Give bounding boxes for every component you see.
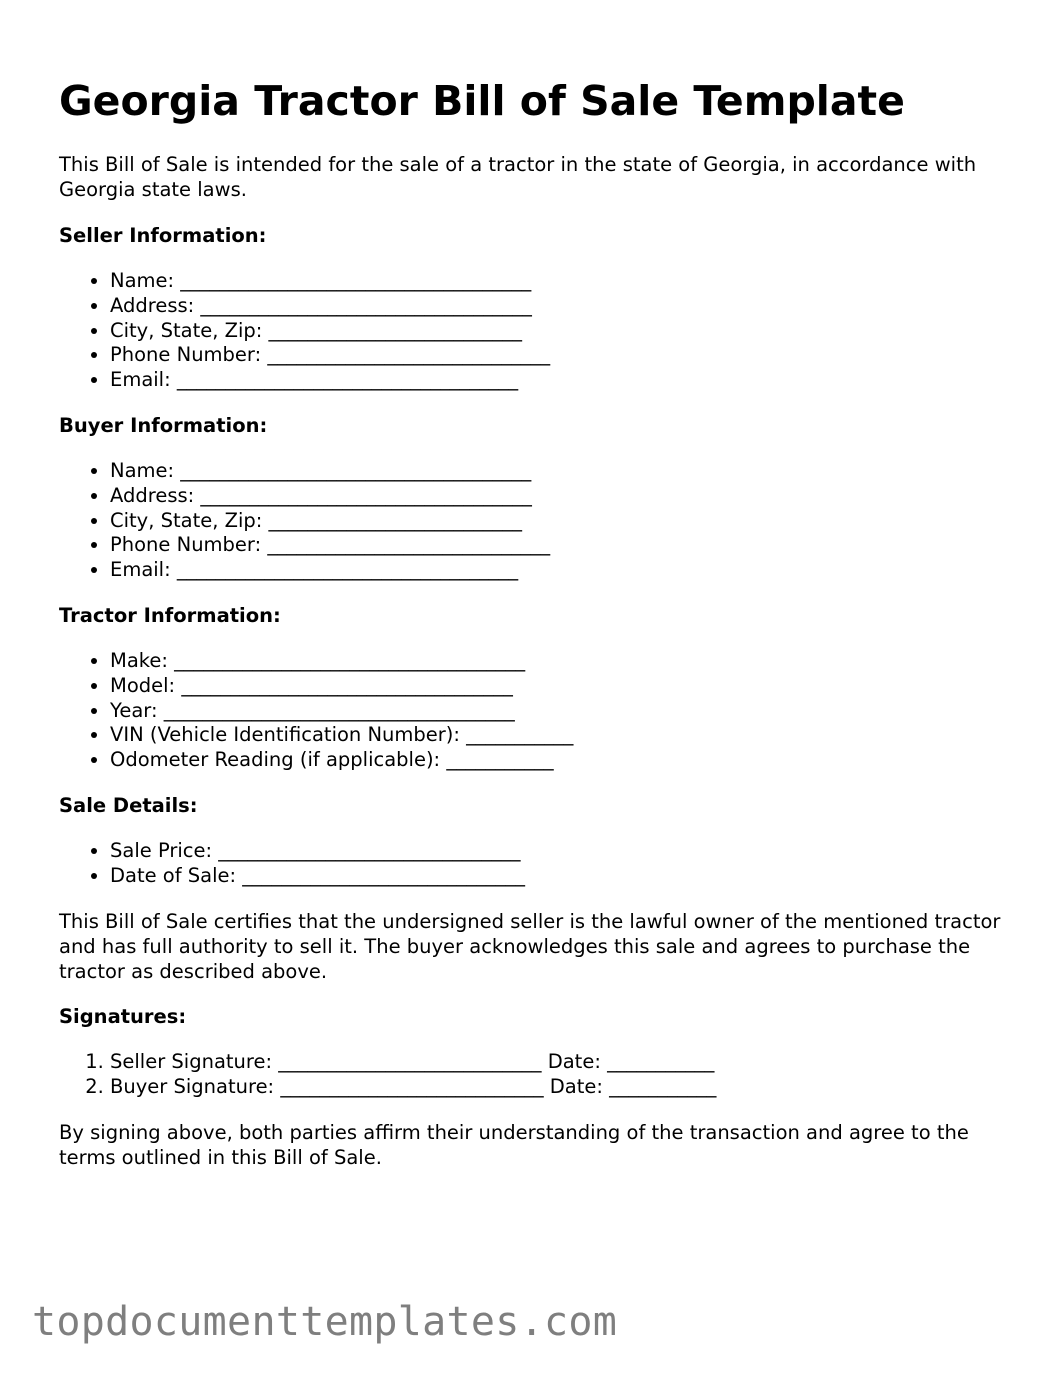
sale-date-field: • Date of Sale: _____________________________ [110,864,525,889]
page-title: Georgia Tractor Bill of Sale Template [59,77,905,125]
buyer-name-field: • Name: ____________________________________ [110,459,550,484]
sale-price-field: • Sale Price: _______________________________ [110,839,525,864]
tractor-year-field: • Year: ____________________________________ [110,699,573,724]
tractor-heading: Tractor Information: [59,604,281,627]
seller-heading: Seller Information: [59,224,267,247]
sale-heading: Sale Details: [59,794,198,817]
seller-city-state-zip-field: • City, State, Zip: __________________________ [110,319,550,344]
seller-phone-field: • Phone Number: _____________________________ [110,343,550,368]
seller-address-field: • Address: __________________________________ [110,294,550,319]
signatures-heading: Signatures: [59,1005,187,1028]
tractor-model-field: • Model: __________________________________ [110,674,573,699]
buyer-signature-line: 2. Buyer Signature: ___________________________ Date: ___________ [110,1075,716,1100]
tractor-odometer-field: • Odometer Reading (if applicable): ___________ [110,748,573,773]
signatures-list [59,1050,716,1100]
tractor-vin-field: • VIN (Vehicle Identification Number): ___________ [110,723,573,748]
buyer-city-state-zip-field: • City, State, Zip: __________________________ [110,509,550,534]
buyer-fields-list [59,459,550,583]
closing-paragraph: By signing above, both parties affirm their understanding of the transaction and agree to the terms outlined in this Bill of Sale. [59,1121,969,1169]
tractor-make-field: • Make: ____________________________________ [110,649,573,674]
seller-signature-line: 1. Seller Signature: ___________________________ Date: ___________ [110,1050,716,1075]
tractor-fields-list [59,649,573,773]
watermark: topdocumenttemplates.com [32,1299,618,1345]
buyer-heading: Buyer Information: [59,414,268,437]
intro-paragraph: This Bill of Sale is intended for the sale of a tractor in the state of Georgia, in accordance with Georgia state laws. [59,153,977,201]
seller-email-field: • Email: ___________________________________ [110,368,550,393]
buyer-phone-field: • Phone Number: _____________________________ [110,533,550,558]
seller-fields-list [59,269,550,393]
seller-name-field: • Name: ____________________________________ [110,269,550,294]
sale-fields-list [59,839,525,889]
buyer-address-field: • Address: __________________________________ [110,484,550,509]
certification-paragraph: This Bill of Sale certifies that the undersigned seller is the lawful owner of the mentioned tractor and has full authority to sell it. The buyer acknowledges this sale and agrees to purchase the tractor as described above. [59,910,1001,983]
buyer-email-field: • Email: ___________________________________ [110,558,550,583]
